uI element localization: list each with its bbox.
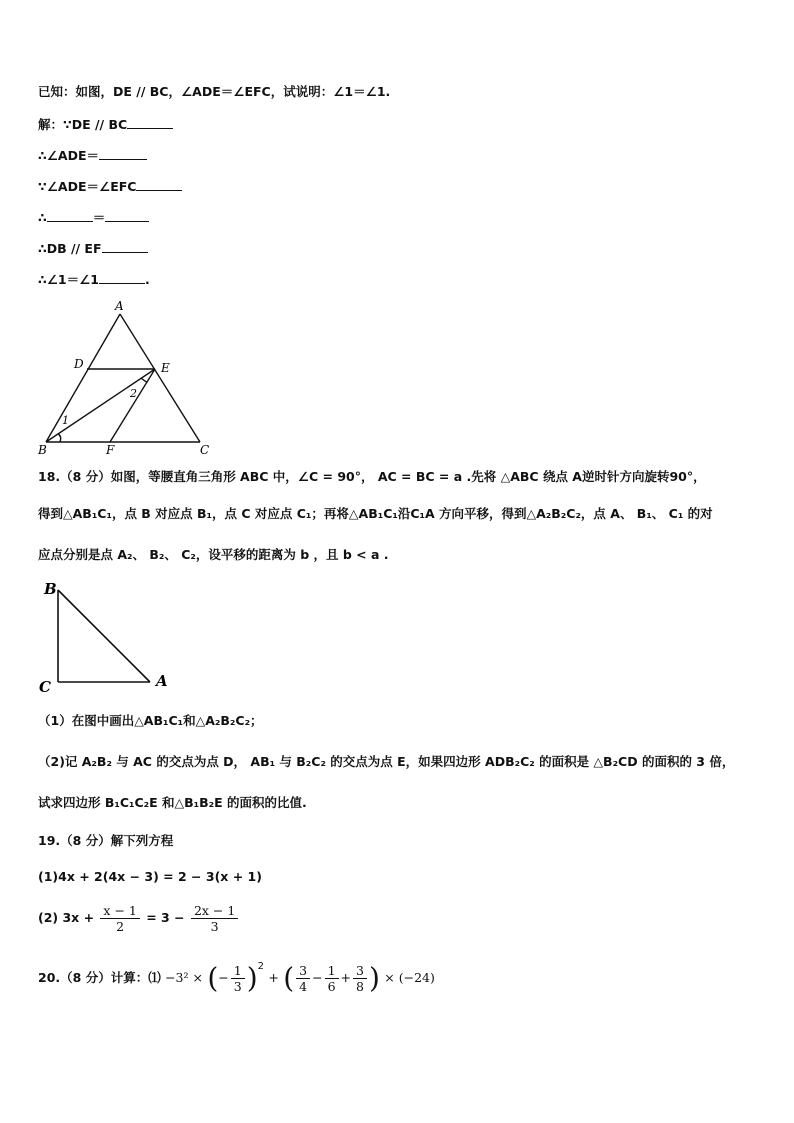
label-b: B (38, 443, 47, 457)
label-f: F (106, 443, 115, 457)
q17-line6 (38, 271, 150, 288)
q17-line4-equals: ＝ (92, 210, 106, 225)
q20-tail: × (−24) (384, 970, 435, 986)
segment-ba (58, 590, 150, 682)
segment-fe (110, 369, 155, 442)
fraction-denominator: 3 (233, 979, 242, 995)
minus-sign: − (312, 970, 323, 986)
label-e: E (161, 361, 170, 375)
label-angle-2: 2 (130, 387, 137, 400)
fraction-denominator: 4 (299, 979, 308, 995)
q20-line (38, 955, 435, 999)
minus-sign: − (218, 970, 229, 986)
q18-right-triangle-figure (36, 578, 176, 696)
q17-line1 (38, 116, 173, 133)
label-b: B (44, 580, 57, 598)
fraction-denominator: 6 (327, 979, 336, 995)
answer-blank[interactable] (105, 209, 149, 222)
fraction (231, 963, 245, 994)
q20-term1: −3² × (165, 970, 203, 986)
q17-line5 (38, 240, 148, 257)
fraction-denominator: 2 (116, 919, 125, 934)
answer-blank[interactable] (102, 240, 148, 253)
q18-line2: 得到△AB₁C₁，点 B 对应点 B₁，点 C 对应点 C₁；再将△AB₁C₁沿C₁A 方向平移，得到△A₂B₂C₂，点 A、 B₁、 C₁ 的对 (38, 506, 713, 521)
q17-line4-prefix: ∴ (38, 210, 47, 225)
label-a: A (156, 672, 168, 690)
angle-2-arc (141, 378, 147, 382)
segment-ab (46, 314, 120, 442)
fraction (296, 963, 310, 994)
open-paren: ( (283, 961, 295, 995)
q17-line2 (38, 147, 147, 164)
q19-eq2 (38, 900, 240, 936)
label-c: C (39, 678, 51, 696)
fraction (353, 963, 367, 994)
q19-header: 19.（8 分）解下列方程 (38, 833, 174, 848)
q19-eq1: (1)4x + 2(4x − 3) = 2 − 3(x + 1) (38, 869, 262, 884)
close-paren: ) (368, 961, 380, 995)
open-paren: ( (207, 961, 219, 995)
q20-part-label: ⑴ (148, 970, 161, 986)
angle-1-arc (58, 434, 61, 442)
fraction (325, 963, 339, 994)
q18-part2a: （2)记 A₂B₂ 与 AC 的交点为点 D， AB₁ 与 B₂C₂ 的交点为点 E，如果四边形 ADB₂C₂ 的面积是 △B₂CD 的面积的 3 倍， (38, 754, 735, 769)
segment-ac (120, 314, 200, 442)
fraction (100, 903, 139, 934)
q18-line3: 应点分别是点 A₂、 B₂、 C₂，设平移的距离为 b ，且 b < a . (38, 547, 389, 562)
q17-line5-text: ∴DB // EF (38, 241, 102, 256)
close-paren: ) (246, 961, 258, 995)
q17-line3-text: ∵∠ADE＝∠EFC (38, 179, 137, 194)
q19-eq2-mid: = 3 − (146, 910, 185, 925)
answer-blank[interactable] (99, 147, 147, 160)
answer-blank[interactable] (127, 116, 173, 129)
fraction (191, 903, 238, 934)
q17-line4 (38, 209, 149, 226)
fraction-numerator: 1 (231, 963, 245, 979)
label-d: D (74, 357, 84, 371)
q19-eq2-prefix: (2) 3x + (38, 910, 95, 925)
q17-triangle-figure (34, 298, 214, 458)
q17-line1-text: 解：∵DE // BC (38, 117, 128, 132)
q18-part2b: 试求四边形 B₁C₁C₂E 和△B₁B₂E 的面积的比值. (38, 795, 307, 810)
label-angle-1: 1 (62, 414, 69, 427)
fraction-numerator: 1 (325, 963, 339, 979)
plus-sign: + (340, 970, 352, 986)
plus-sign: + (268, 970, 279, 986)
segment-be (46, 369, 155, 442)
q17-line6-text: ∴∠1＝∠1 (38, 272, 100, 287)
label-c: C (200, 443, 210, 457)
q17-given: 已知：如图，DE // BC，∠ADE＝∠EFC，试说明：∠1＝∠1. (38, 84, 391, 99)
answer-blank[interactable] (136, 178, 182, 191)
q17-line6-end: . (145, 272, 150, 287)
q17-line2-text: ∴∠ADE＝ (38, 148, 99, 163)
q17-line3 (38, 178, 182, 195)
q18-part1: （1）在图中画出△AB₁C₁和△A₂B₂C₂； (38, 713, 263, 728)
label-a: A (115, 299, 124, 313)
answer-blank[interactable] (99, 271, 145, 284)
fraction-numerator: 3 (353, 963, 367, 979)
fraction-numerator: x − 1 (100, 903, 139, 919)
fraction-numerator: 2x − 1 (191, 903, 238, 919)
fraction-numerator: 3 (296, 963, 310, 979)
q18-header: 18.（8 分）如图，等腰直角三角形 ABC 中，∠C = 90°， AC = BC = a .先将 △ABC 绕点 A逆时针方向旋转90°， (38, 469, 706, 484)
q20-header: 20.（8 分）计算： (38, 970, 149, 986)
answer-blank[interactable] (47, 209, 93, 222)
exponent: 2 (257, 961, 265, 972)
fraction-denominator: 8 (356, 979, 364, 995)
fraction-denominator: 3 (210, 919, 219, 934)
